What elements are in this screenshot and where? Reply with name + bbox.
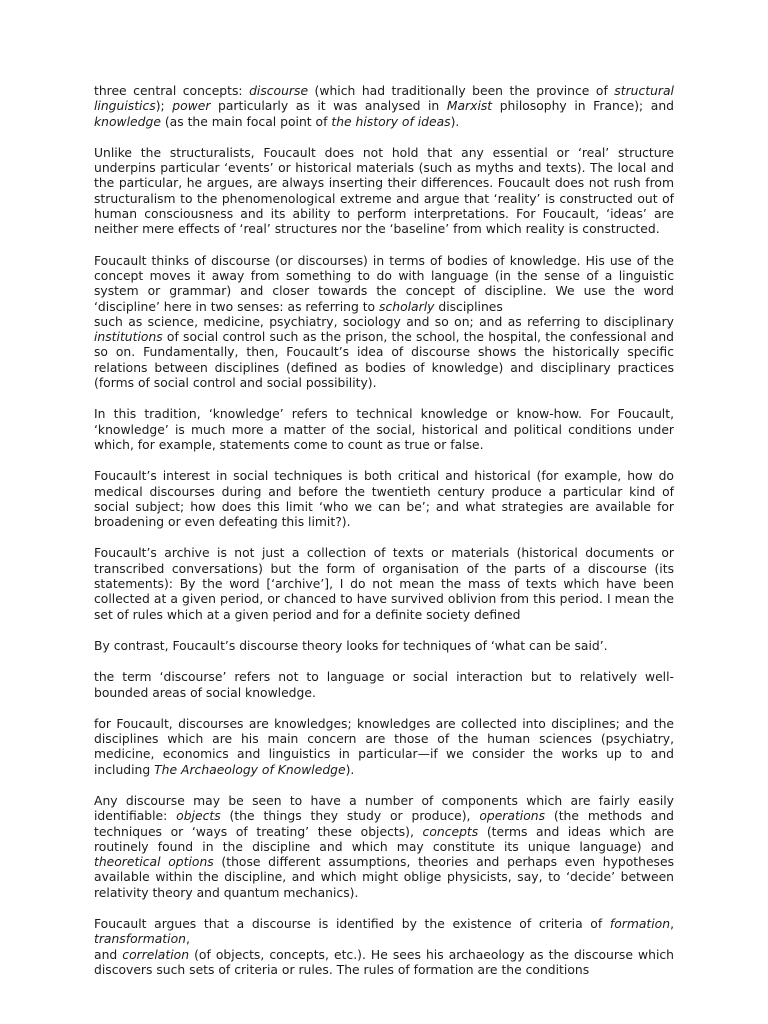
text-run: (the methods and techniques or ‘ways of treating’ these objects), xyxy=(94,809,675,839)
paragraph-criteria-of-formation xyxy=(94,917,674,978)
italic-term: Marxist xyxy=(446,99,493,114)
paragraph-social-techniques: Foucault’s interest in social techniques is both critical and historical (for example, how do medical discourses during and before the twentieth century produce a particular kind of social subject; how does this limit ‘who we can be’; and what strategies are available for broadening or even defeating this limit?). xyxy=(94,469,674,530)
text-run: (terms and ideas which are routinely found in the discipline and which may constitute its unique language) and xyxy=(94,824,674,854)
italic-term: structural linguistics xyxy=(94,84,674,114)
italic-term: operations xyxy=(479,809,546,824)
paragraph-unlike-structuralists: Unlike the structuralists, Foucault does not hold that any essential or ‘real’ structure underpins particular ‘events’ or historical materials (such as myths and texts). The local and the particular, he argues, are always inserting their differences. Foucault does not rush from structuralism to the phenomenological extreme and argue that ‘reality’ is constructed out of human consciousness and its ability to perform interpretations. For Foucault, ‘ideas’ are neither mere effects of ‘real’ structures nor the ‘baseline’ from which reality is constructed. xyxy=(94,145,674,237)
paragraph-discourses-are-knowledges xyxy=(94,717,674,778)
text-run: ). xyxy=(345,762,355,777)
italic-term: concepts xyxy=(422,824,479,839)
italic-term: formation xyxy=(609,917,671,932)
text-run: particularly as it was analysed in xyxy=(210,99,447,114)
text-run: (as the main focal point of xyxy=(160,114,332,129)
text-run: , xyxy=(185,932,190,947)
text-run: Foucault argues that a discourse is identified by the existence of criteria of xyxy=(94,917,610,932)
text-run: for Foucault, discourses are knowledges; knowledges are collected into disciplines; and the disciplines which are his main concern are those of the human sciences (psychiatry, medicine, economics and linguistics in particular—if we consider the works up to and including xyxy=(94,716,674,777)
italic-term: scholarly xyxy=(379,299,435,314)
text-run: disciplines xyxy=(434,299,503,314)
text-line-group xyxy=(94,315,674,391)
paragraph-what-can-be-said: By contrast, Foucault’s discourse theory looks for techniques of ‘what can be said’. xyxy=(94,638,608,653)
italic-term: objects xyxy=(176,809,221,824)
text-line-group xyxy=(94,917,674,948)
text-run: of social control such as the prison, the school, the hospital, the confessional and so on. Fundamentally, then, Foucault’s idea of discourse shows the historically specific relations between disciplines (defined as bodies of knowledge) and disciplinary practices (forms of social control and social possibility). xyxy=(94,330,674,391)
italic-term: discourse xyxy=(249,84,309,98)
italic-term: power xyxy=(172,99,211,114)
italic-title: The Archaeology of Knowledge xyxy=(154,762,346,777)
text-run: (which had traditionally been the province of xyxy=(308,84,615,98)
paragraph-knowledge-tradition: In this tradition, ‘knowledge’ refers to technical knowledge or know-how. For Foucault, ‘knowledge’ is much more a matter of the social, historical and political conditions under which, for example, statements come to count as true or false. xyxy=(94,407,674,452)
text-run: (the things they study or produce), xyxy=(220,809,480,824)
italic-term: correlation xyxy=(122,947,190,962)
text-run: , xyxy=(670,917,674,932)
text-line-group xyxy=(94,254,674,315)
text-run: (those different assumptions, theories and perhaps even hypotheses available within the discipline, and which might oblige physicists, say, to ‘decide’ between relativity theory and quantum mechanics). xyxy=(94,855,674,900)
italic-term: theoretical options xyxy=(94,855,214,870)
paragraph-three-central-concepts xyxy=(94,84,674,130)
text-run: (of objects, concepts, etc.). He sees his archaeology as the discourse which discovers such sets of criteria or rules. The rules of formation are the conditions xyxy=(94,947,674,977)
text-run: such as science, medicine, psychiatry, sociology and so on; and as referring to disciplinary xyxy=(94,314,674,329)
text-run: ); xyxy=(155,99,173,114)
paragraph-term-discourse: the term ‘discourse’ refers not to language or social interaction but to relatively well-bounded areas of social knowledge. xyxy=(94,670,674,700)
text-run: Foucault thinks of discourse (or discourses) in terms of bodies of knowledge. His use of the concept moves it away from something to do with language (in the sense of a linguistic system or grammar) and closer towards the concept of discipline. We use the word ‘discipline’ here in two senses: as referring to xyxy=(94,253,674,314)
italic-term: institutions xyxy=(94,330,163,345)
paragraph-discourse-components xyxy=(94,794,674,901)
italic-term: knowledge xyxy=(94,114,161,129)
text-run: philosophy in France); and xyxy=(492,99,674,114)
italic-term: transformation xyxy=(94,932,186,947)
text-run: Any discourse may be seen to have a number of components which are fairly easily identifiable: xyxy=(94,793,674,824)
text-run: and xyxy=(94,947,123,962)
paragraph-bodies-of-knowledge xyxy=(94,254,674,392)
text-run: ). xyxy=(450,114,460,129)
italic-term: the history of ideas xyxy=(331,114,451,129)
text-run: three central concepts: xyxy=(94,84,250,98)
text-line-group xyxy=(94,948,674,979)
paragraph-archive: Foucault’s archive is not just a collection of texts or materials (historical documents or transcribed conversations) but the form of organisation of the parts of a discourse (its statements): By the word [‘archive’], I do not mean the mass of texts which have been collected at a given period, or chanced to have survived oblivion from this period. I mean the set of rules which at a given period and for a definite society defined xyxy=(94,546,674,622)
